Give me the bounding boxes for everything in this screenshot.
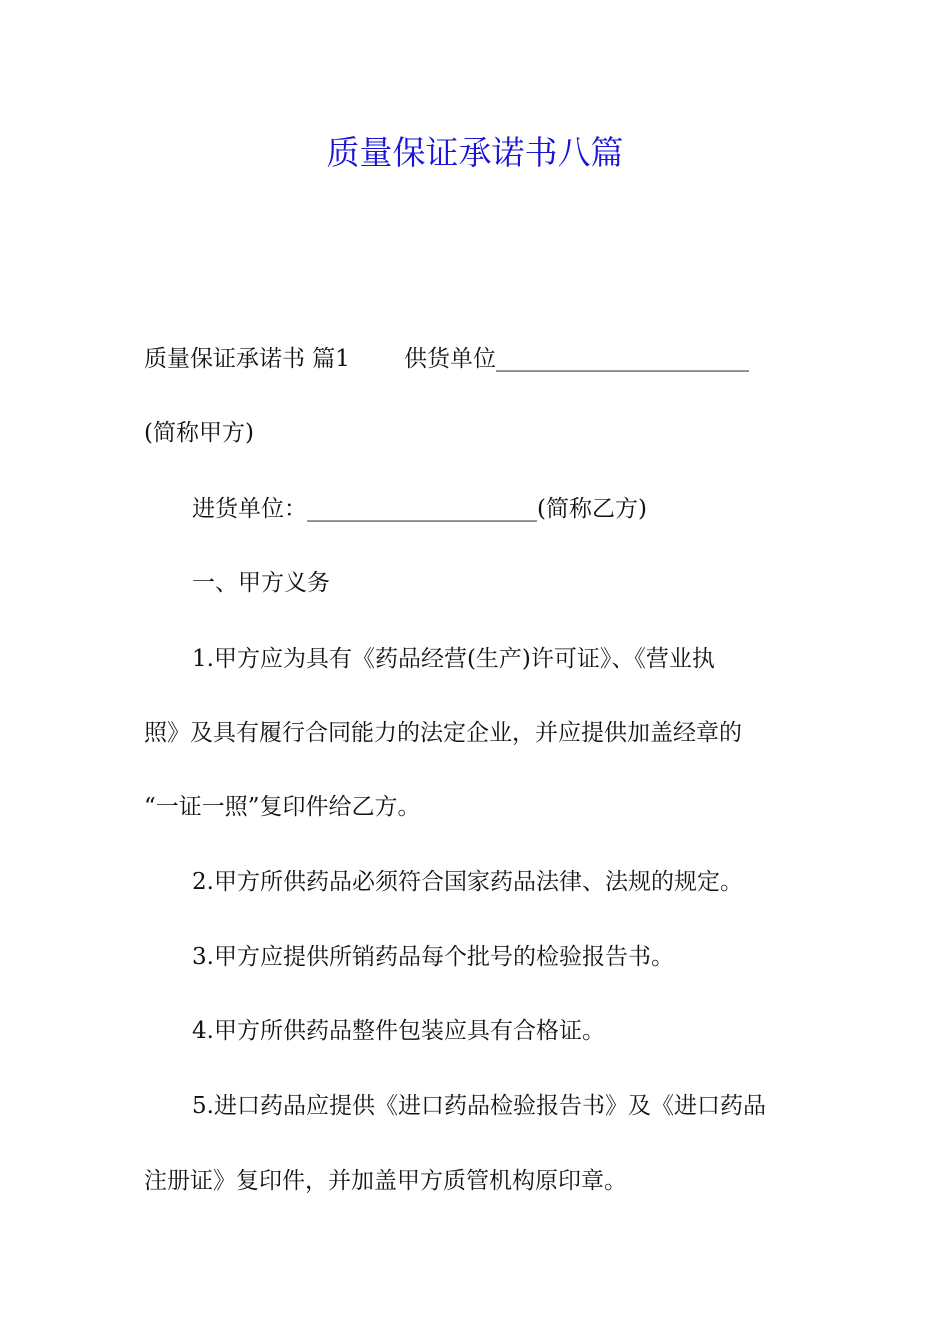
- first-line: [144, 339, 824, 379]
- text-line: (简称甲方): [144, 420, 254, 446]
- document-title: 质量保证承诺书八篇: [326, 133, 624, 172]
- paragraph-line: 5.进口药品应提供《进口药品检验报告书》及《进口药品: [192, 1093, 766, 1119]
- paragraph-line: 注册证》复印件，并加盖甲方质管机构原印章。: [144, 1168, 627, 1194]
- paragraph-line: “一证一照”复印件给乙方。: [144, 794, 421, 820]
- section-heading: 质量保证承诺书 篇1: [144, 346, 350, 372]
- paragraph-line: 1.甲方应为具有《药品经营(生产)许可证》、《营业执: [192, 646, 715, 672]
- paragraph-line: 4.甲方所供药品整件包装应具有合格证。: [192, 1018, 605, 1044]
- paragraph-line: 2.甲方所供药品必须符合国家药品法律、法规的规定。: [192, 869, 743, 895]
- section-heading: 一、甲方义务: [192, 570, 330, 596]
- paragraph-line: 3.甲方应提供所销药品每个批号的检验报告书。: [192, 944, 674, 970]
- supplier-field: 供货单位______________________: [403, 346, 749, 372]
- buyer-field: 进货单位：____________________(简称乙方): [192, 496, 647, 522]
- paragraph-line: 照》及具有履行合同能力的法定企业，并应提供加盖经章的: [144, 720, 742, 746]
